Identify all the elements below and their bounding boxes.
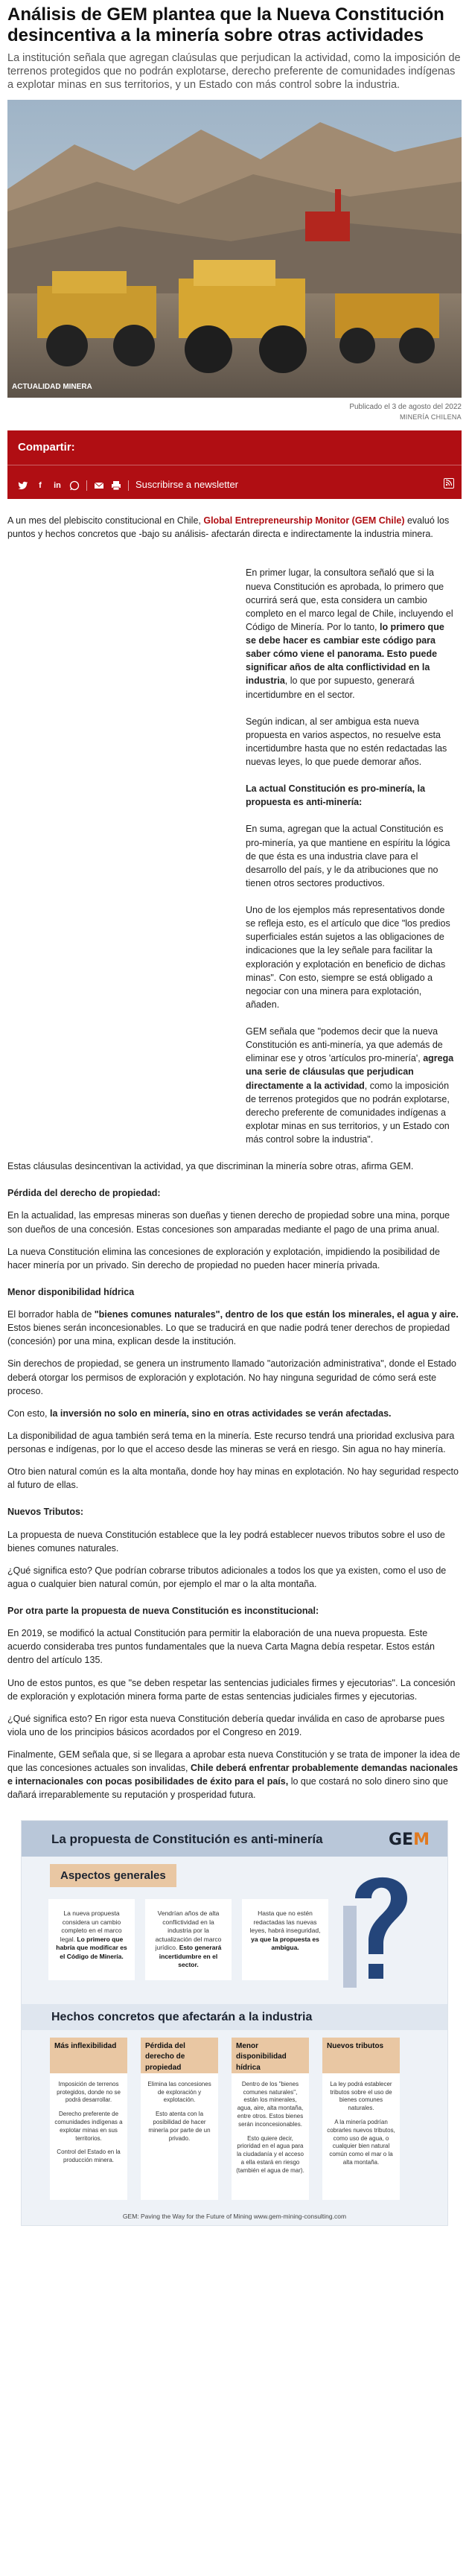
- hecho-column: [322, 2038, 400, 2200]
- hechos-title: Hechos concretos que afectarán a la industria: [22, 2004, 447, 2030]
- linkedin-icon[interactable]: in: [54, 480, 61, 490]
- body-paragraph: La disponibilidad de agua también será tema en la minería. Este recurso tendrá una prioridad exclusiva para personas e indígenas, por lo que el acceso desde las mineras se verá en riesgo. Sin agua no hay minería.: [7, 1430, 455, 1455]
- body-paragraph: ¿Qué significa esto? Que podrían cobrarse tributos adicionales a todos los que ya existen, como el uso de agua o cualquier bien natural común, por ejemplo el mar o la alta montaña.: [7, 1565, 447, 1589]
- hecho-title: Pérdida del derecho de propiedad: [141, 2038, 218, 2073]
- article-lead: La institución señala que agregan claúsulas que perjudican la actividad, como la imposición de terrenos protegidos que no podrán explotarse, derecho preferente de comunidades indígenas a explotar minas en sus territorios, y un Estado con más control sobre la industria.: [7, 52, 461, 92]
- share-bar: [7, 430, 462, 499]
- column-paragraph: Uno de los ejemplos más representativos donde se refleja esto, es el artículo que dice "los predios superficiales están sujetos a las obligaciones de indicaciones que la ley señale para facilitar la exploración y explotación en beneficio de dichas minas". Con esto, siempre se está obligado a negociar con una minera para explotación, añaden.: [246, 905, 450, 1010]
- hecho-body: Imposición de terrenos protegidos, donde no se podrá desarrollar. Derecho preferente de comunidades indígenas a explotar minas en sus territorios. Control del Estado en la producción minera.: [50, 2073, 127, 2200]
- image-caption: ACTUALIDAD MINERA: [12, 383, 92, 392]
- share-separator: [86, 480, 87, 491]
- hero-image: [7, 100, 462, 398]
- body-paragraph: En la actualidad, las empresas mineras son dueñas y tienen derecho de propiedad sobre una mina, porque son dueños de una concesión. Estas concesiones son amparadas mediante el pago de una prima anual.: [7, 1210, 450, 1235]
- infographic-header: [22, 1821, 447, 1857]
- hecho-column: [141, 2038, 218, 2200]
- hechos-columns: [50, 2038, 447, 2200]
- share-separator: [128, 480, 129, 491]
- facebook-icon[interactable]: f: [39, 480, 42, 490]
- aspecto-card: Vendrían años de alta conflictividad en la industria por la actualización del marco jurídico. Esto generará incertidumbre en el sector.: [145, 1899, 232, 1979]
- twitter-icon[interactable]: [18, 480, 28, 491]
- body-paragraph: Uno de estos puntos, es que "se deben respetar las sentencias judiciales firmes y ejecutorias". La concesión de exploración y explotación minera forma parte de estas sentencias judiciales firmes y ejecutorias.: [7, 1677, 456, 1702]
- column-paragraph: En suma, agregan que la actual Constitución es pro-minería, ya que mantiene en espíritu la lógica de que ésta es una industria clave para el desarrollo del país, y le da atribuciones que no tienen otros sectores productivos.: [246, 824, 450, 888]
- body-paragraph: Finalmente, GEM señala que, si se llegara a aprobar esta nueva Constitución y se trata de imponer la idea de que las concesiones actuales son invalidas, Chile deberá enfrentar probablemente demandas nacionales e internacionales con pocas posibilidades de éxito para el país, lo que costará no solo dinero sino que dañará irreparablemente su reputación y prosperidad futura.: [7, 1749, 460, 1801]
- rss-icon[interactable]: [444, 478, 454, 489]
- right-column: [246, 566, 454, 1146]
- gem-chile-link[interactable]: Global Entrepreneurship Monitor (GEM Chile): [203, 515, 405, 527]
- infographic-title: La propuesta de Constitución es anti-minería: [51, 1831, 323, 1846]
- email-icon[interactable]: [94, 480, 104, 491]
- gem-logo: GEM: [389, 1830, 430, 1849]
- print-icon[interactable]: [111, 480, 121, 491]
- column-heading: La actual Constitución es pro-minería, la propuesta es anti-minería:: [246, 783, 426, 808]
- publish-source: MINERÍA CHILENA: [399, 413, 462, 421]
- article-body: [7, 514, 462, 1801]
- hecho-column: [50, 2038, 127, 2200]
- aspectos-section: [22, 1857, 447, 1980]
- body-paragraph: La propuesta de nueva Constitución establece que la ley podrá establecer nuevos tributos sobre el uso de bienes comunes naturales.: [7, 1529, 445, 1553]
- hecho-column: [232, 2038, 309, 2200]
- body-paragraph: Otro bien natural común es la alta montaña, donde hoy hay minas en explotación. No hay seguridad respecto al futuro de ellas.: [7, 1466, 459, 1491]
- hecho-body: Elimina las concesiones de exploración y explotación. Esto atenta con la posibilidad de hacer minería por parte de un privado.: [141, 2073, 218, 2200]
- section-heading: Menor disponibilidad hídrica: [7, 1286, 135, 1297]
- hecho-title: Más inflexibilidad: [50, 2038, 127, 2073]
- body-paragraph: El borrador habla de "bienes comunes naturales", dentro de los que están los minerales, el agua y aire. Estos bienes serán inconcesionables. Lo que se traducirá en que nadie podrá tener derechos de propiedad (concesión) por una mina, explican desde la institución.: [7, 1309, 459, 1347]
- body-paragraph: Con esto, la inversión no solo en minería, sino en otras actividades se verán afectadas.: [7, 1408, 392, 1419]
- hecho-title: Menor disponibilidad hídrica: [232, 2038, 309, 2073]
- body-paragraph: Estas cláusulas desincentivan la actividad, ya que discriminan la minería sobre otras, afirma GEM.: [7, 1161, 414, 1172]
- aspecto-card: La nueva propuesta considera un cambio completo en el marco legal. Lo primero que habría que modificar es el Código de Minería.: [48, 1899, 135, 1979]
- newsletter-subscribe-link[interactable]: Suscribirse a newsletter: [135, 479, 238, 491]
- aspecto-card: Hasta que no estén redactadas las nuevas leyes, habrá inseguridad, ya que la propuesta es ambigua.: [242, 1899, 328, 1979]
- section-heading: Nuevos Tributos:: [7, 1507, 84, 1518]
- hechos-section: [22, 1997, 447, 2200]
- whatsapp-icon[interactable]: [69, 480, 80, 491]
- share-title: Compartir:: [18, 441, 75, 454]
- column-paragraph: Según indican, al ser ambigua esta nueva propuesta en varios aspectos, no resuelve esta incertidumbre hasta que no estén redactadas las nuevas leyes, lo que puede demorar años.: [246, 716, 447, 768]
- column-paragraph: GEM señala que "podemos decir que la nueva Constitución es anti-minería, ya que además de eliminar ese y otros 'artículos pro-minería', agrega una serie de cláusulas que perjudican directamente a la actividad, como la imposición de terrenos protegidos que no podrán explotarse, derecho preferente de comunidades indígenas a explotar minas en sus territorios, y un Estado con más control sobre la industria".: [246, 1026, 454, 1145]
- body-paragraph: ¿Qué significa esto? En rigor esta nueva Constitución debería quedar inválida en caso de aprobarse pues viola uno de los principios básicos acordados por el Congreso en 2019.: [7, 1713, 445, 1737]
- share-icons: [18, 478, 238, 492]
- section-heading: Pérdida del derecho de propiedad:: [7, 1188, 161, 1199]
- article-title: Análisis de GEM plantea que la Nueva Constitución desincentiva a la minería sobre otras actividades: [7, 4, 444, 45]
- question-mark-icon: [340, 1861, 422, 1995]
- body-paragraph: La nueva Constitución elimina las concesiones de exploración y explotación, impidiendo la posibilidad de hacer minería por un privado. Sin derecho de propiedad no pueden hacer minería privada.: [7, 1246, 440, 1270]
- infographic: [21, 1820, 448, 2227]
- hecho-title: Nuevos tributos: [322, 2038, 400, 2073]
- mining-trucks-photo: [7, 100, 462, 398]
- intro-paragraph: A un mes del plebiscito constitucional en Chile, Global Entrepreneurship Monitor (GEM Chile) evaluó los puntos y hechos concretos que -bajo su análisis- afectarán directa e indirectamente la industria minera.: [7, 515, 450, 540]
- body-paragraph: En 2019, se modificó la actual Constitución para permitir la elaboración de una nueva propuesta. Este acuerdo consideraba tres puntos fundamentales que la nueva Carta Magna debía respetar. Estos están dentro del artículo 135.: [7, 1628, 435, 1666]
- publish-info: [7, 402, 462, 422]
- section-heading: Por otra parte la propuesta de nueva Constitución es inconstitucional:: [7, 1606, 319, 1617]
- hecho-body: Dentro de los "bienes comunes naturales", están los minerales, agua, aire, alta montaña, entre otros. Estos bienes serán inconcesionables. Esto quiere decir, prioridad en el agua para la ciudadanía y el acceso a ella estará en riesgo (también el agua de mar).: [232, 2073, 309, 2200]
- infographic-footer: GEM: Paving the Way for the Future of Mining www.gem-mining-consulting.com: [122, 2212, 347, 2220]
- body-paragraph: Sin derechos de propiedad, se genera un instrumento llamado "autorización administrativa", donde el Estado deberá otorgar los permisos de exploración y explotación. No hay ninguna seguridad de cómo será este proceso.: [7, 1358, 456, 1396]
- aspectos-title: Aspectos generales: [50, 1864, 176, 1888]
- hecho-body: La ley podrá establecer tributos sobre el uso de bienes comunes naturales. A la minería podrían cobrarles nuevos tributos, como uso de agua, o cualquier bien natural común como el mar o la alta montaña.: [322, 2073, 400, 2200]
- column-paragraph: En primer lugar, la consultora señaló que si la nueva Constitución es aprobada, lo primero que ocurrirá será que, esta considera un cambio completo en el marco legal de Chile, incluyendo el Código de Minería. Por lo tanto, lo primero que se debe hacer es cambiar este código para saber cómo viene el panorama. Esto puede significar años de alta conflictividad en la industria, lo que por supuesto, generará incertidumbre en el sector.: [246, 567, 453, 700]
- publish-date: Publicado el 3 de agosto del 2022: [349, 402, 462, 411]
